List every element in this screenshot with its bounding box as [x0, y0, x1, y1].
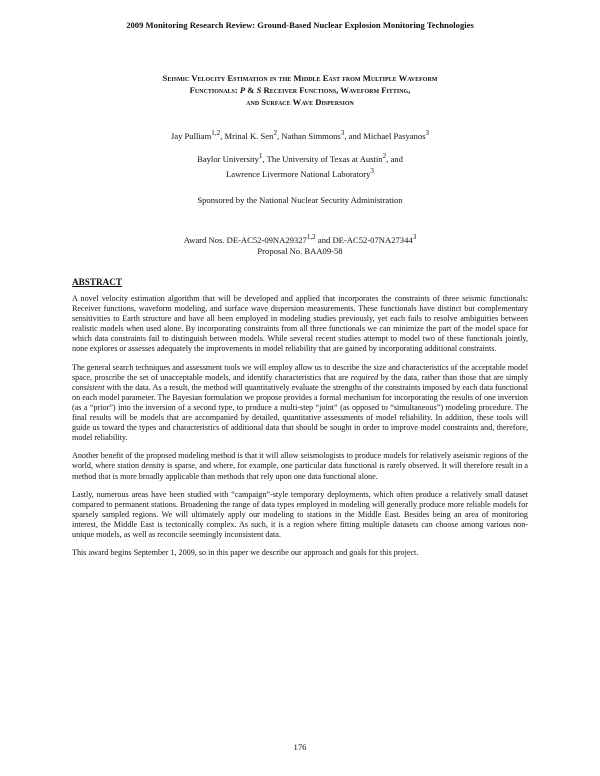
paragraph: Another benefit of the proposed modeling method is that it will allow seismologists to produce models for relatively aseismic regions of the world, where station density is sparse, and where, for example, one particular data functional is rarely observed. It will therefore result in a method that is more broadly applicable than methods that rely upon one data functional alone.: [72, 451, 528, 481]
running-header: 2009 Monitoring Research Review: Ground-Based Nuclear Explosion Monitoring Technologies: [126, 20, 474, 30]
page-number: 176: [293, 742, 307, 752]
proposal-number: Proposal No. BAA09-58: [257, 245, 343, 256]
affiliation-line-2: Lawrence Livermore National Laboratory$^3$: [226, 166, 374, 179]
award-numbers: Award Nos. DE-AC52-09NA29327$^{1,2}$ and DE-AC52-07NA27344$^3$: [183, 233, 417, 245]
author-name: Mrinal K. Sen: [224, 130, 274, 141]
affiliation-line-1: Baylor University$^1$, The University of Texas at Austin$^2$, and: [197, 152, 403, 164]
author-name: Jay Pulliam: [170, 130, 212, 141]
title-line-2: Functionals: P & S Receiver Functions, Waveform Fitting,: [189, 85, 411, 95]
author-list: Jay Pulliam$^{1,2}$, Mrinal K. Sen$^2$, Nathan Simmons$^3$, and Michael Pasyanos$^3$: [170, 129, 430, 141]
paragraph: A novel velocity estimation algorithm that will be developed and applied that incorporates the constraints of three seismic functionals: Receiver functions, waveform modeling, and surface wave dispersion measurements. These functionals have distinct but complementary sensitivities to Earth structure and have all been employed in modeling studies previously, yet each fails to resolve ambiguities between realistic models when used alone. By incorporating constraints from all three functionals we can minimize the part of the model space for which data constraints fail to distinguish between models. While several recent studies attempt to model two of these functionals jointly, none explores or assesses adequately the improvements in model reliability that are gained by incorporating additional constraints.: [72, 294, 528, 354]
abstract-heading: ABSTRACT: [72, 277, 123, 287]
paragraph: The general search techniques and assessment tools we will employ allow us to describe the size and characteristics of the acceptable model space, proscribe the set of unacceptable models, and identify characteristics that are required by the data, rather than those that are simply consistent with the data. As a result, the method will quantitatively evaluate the strengths of the constraints imposed by each data functional on each model parameter. The Bayesian formulation we propose provides a formal mechanism for incorporating the results of one inversion (as a “prior”) into the inversion of a second type, to produce a multi-step “joint” (as opposed to “simultaneous”) modeling procedure. The final results will be models that are accompanied by detailed, quantitative assessments of model reliability. In addition, these tools will guide us toward the types and characteristics of additional data that should be sought in order to improve model constraints and, therefore, model reliability.: [72, 362, 528, 443]
paragraph: Lastly, numerous areas have been studied with “campaign”-style temporary deployments, which often produce a relatively small dataset compared to permanent stations. Broadening the range of data types employed in modeling will generally produce more reliable models for sparsely sampled regions. We will ultimately apply our modeling to stations in the Middle East. Besides being an area of monitoring interest, the Middle East is tectonically complex. As such, it is a region where fitting multiple datasets can choose among various non-unique models, as well as reconcile seemingly inconsistent data.: [72, 489, 528, 539]
author-name: Nathan Simmons: [281, 130, 341, 141]
title-line-3: and Surface Wave Dispersion: [246, 97, 354, 107]
title-line-1: Seismic Velocity Estimation in the Middle East from Multiple Waveform: [162, 73, 438, 83]
paper-title: [60, 72, 540, 108]
paragraph: This award begins September 1, 2009, so in this paper we describe our approach and goals for this project.: [72, 548, 419, 558]
affiliations: [0, 150, 600, 180]
sponsor-line: Sponsored by the National Nuclear Security Administration: [197, 195, 403, 205]
abstract-body: [72, 294, 528, 566]
author-name: Michael Pasyanos: [363, 130, 426, 141]
award-info: [0, 232, 600, 257]
